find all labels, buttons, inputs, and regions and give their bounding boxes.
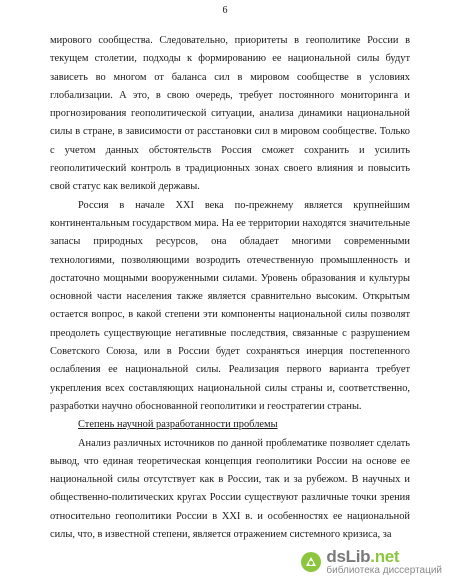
document-body [50,32,410,544]
page-number: 6 [222,5,228,16]
site-name-suffix: .net [370,547,400,566]
paragraph-3: Анализ различных источников по данной проблематике позволяет сделать вывод, что единая теоретическая концепция геополитики России на основе ее национальной силы отсутствует как в России, так и за рубежом. В научных и общественно-политических кругах России существуют различные точки зрения относительно геополитики России в XXI в. и особенностях ее национальной силы, что, в известной степени, является отражением системного кризиса, за [50,437,410,541]
site-caption: библиотека диссертаций [326,565,442,576]
paragraph-1: мирового сообщества. Следовательно, приоритеты в геополитике России в текущем столетии, подходы к формированию ее национальной силы будут зависеть во многом от баланса сил в мировом сообществе в условиях глобализации. А это, в свою очередь, требует постоянного мониторинга и прогнозирования геополитической ситуации, анализа динамики национальной силы в стране, в зависимости от расстановки сил в мировом сообществе. Только с учетом данных обстоятельств Россия сможет сохранить и усилить геополитический контроль в традиционных зонах своего влияния и повысить свой статус как великой державы. [50,35,410,193]
dslib-watermark[interactable] [296,546,446,578]
site-name [326,548,442,565]
watermark-text [326,548,442,576]
site-name-main: dsLib [326,547,371,566]
section-heading: Степень научной разработанности проблемы [78,419,278,431]
paragraph-2: Россия в начале XXI века по-прежнему является крупнейшим континентальным государством мира. На ее территории находятся значительные запасы природных ресурсов, она обладает многими современными технологиями, позволяющими возродить отечественную промышленность и достаточно мощными вооруженными силами. Уровень образования и культуры основной части населения также является сравнительно высоким. Открытым остается вопрос, в какой степени эти компоненты национальной силы позволят преодолеть существующие негативные последствия, связанные с разрушением Советского Союза, или в России будет сохраняться инерция постепенного ослабления ее национальной силы. Реализация первого варианта требует укрепления всех составляющих национальной силы страны и, соответственно, разработки научно обоснованной геополитики и геостратегии страны. [50,199,410,412]
dslib-logo-icon [300,551,322,573]
